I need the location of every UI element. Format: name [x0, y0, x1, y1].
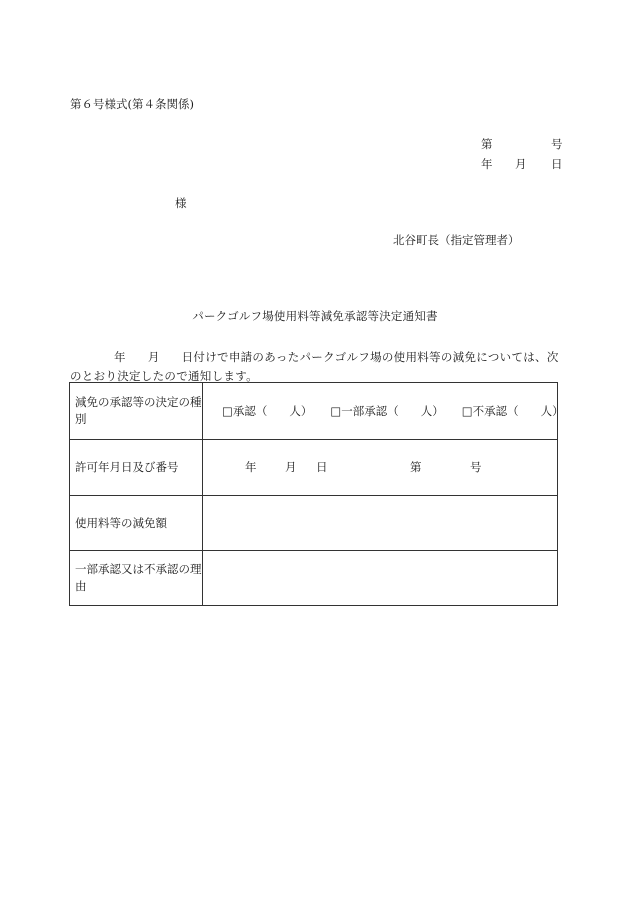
issue-date-year: 年: [481, 157, 493, 171]
permit-number-prefix: 第: [410, 460, 422, 474]
body-paragraph: [70, 348, 565, 386]
decision-type-cell: [203, 383, 564, 440]
form-number: 第６号様式(第４条関係): [70, 97, 194, 111]
body-year: 年: [114, 350, 126, 364]
body-text: 日付けで申請のあったパークゴルフ場の使用料等の減免については、次のとおり決定したので通知します。: [70, 350, 559, 383]
row-label: 許可年月日及び番号: [70, 440, 203, 496]
decision-table: [69, 382, 564, 606]
permit-month: 月: [285, 460, 297, 474]
checkbox-approved[interactable]: □: [222, 403, 233, 418]
table-row: [70, 383, 558, 440]
issue-date-month: 月: [515, 157, 527, 171]
document-number-suffix: 号: [551, 137, 563, 151]
row-label: 減免の承認等の決定の種別: [70, 383, 203, 440]
reduction-amount-cell[interactable]: [203, 496, 558, 551]
permit-year: 年: [245, 460, 257, 474]
row-label: 使用料等の減免額: [70, 496, 203, 551]
addressee-honorific: 様: [175, 196, 187, 210]
choice-approved[interactable]: □承認（ 人）: [222, 403, 313, 418]
document-title: パークゴルフ場使用料等減免承認等決定通知書: [192, 309, 438, 323]
reason-cell[interactable]: [203, 551, 558, 606]
choice-partial[interactable]: □一部承認（ 人）: [330, 403, 444, 418]
table-row: [70, 496, 558, 551]
checkbox-partial[interactable]: □: [330, 403, 342, 418]
row-label: 一部承認又は不承認の理由: [70, 551, 203, 606]
permit-number-suffix: 号: [470, 460, 482, 474]
table-row: [70, 440, 558, 496]
document-number-prefix: 第: [481, 137, 493, 151]
permit-day: 日: [316, 460, 328, 474]
table-row: [70, 551, 558, 606]
body-month: 月: [147, 350, 160, 364]
choice-rejected[interactable]: □不承認（ 人）: [461, 403, 564, 418]
checkbox-rejected[interactable]: □: [461, 403, 473, 418]
sender-name: 北谷町長（指定管理者）: [393, 233, 520, 247]
permit-cell: [203, 440, 558, 496]
issue-date-day: 日: [551, 157, 563, 171]
